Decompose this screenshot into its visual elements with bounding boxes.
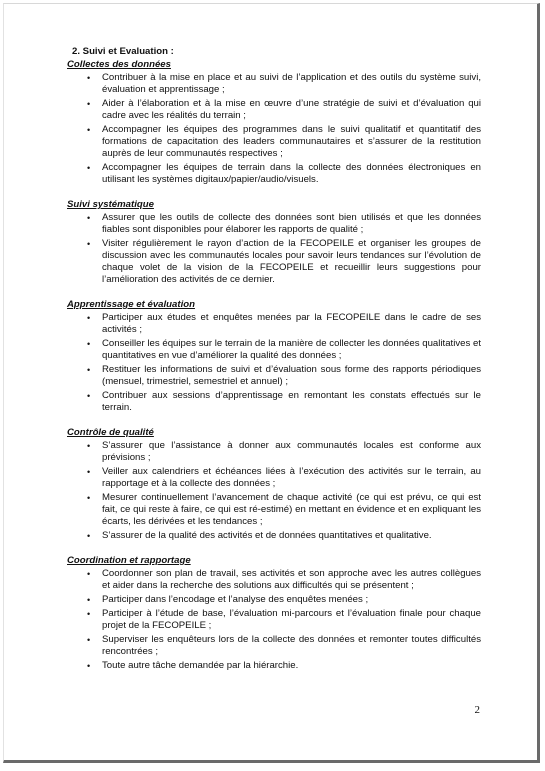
list-item bbox=[67, 492, 481, 528]
section-title: Suivi systématique bbox=[67, 199, 154, 210]
bullet-icon: • bbox=[87, 125, 91, 135]
bullet-icon: • bbox=[87, 609, 91, 619]
list-item bbox=[67, 594, 481, 606]
bullet-icon: • bbox=[87, 531, 91, 541]
bullet-icon: • bbox=[87, 339, 91, 349]
bullet-icon: • bbox=[87, 441, 91, 451]
bullet-icon: • bbox=[87, 213, 91, 223]
section bbox=[67, 299, 481, 414]
bullet-icon: • bbox=[87, 635, 91, 645]
bullet-icon: • bbox=[87, 595, 91, 605]
list-item-text: Participer aux études et enquêtes menées par la FECOPEILE dans le cadre de ses activités ; bbox=[102, 312, 481, 335]
bullet-icon: • bbox=[87, 661, 91, 671]
list-item bbox=[67, 608, 481, 632]
list-item-text: Conseiller les équipes sur le terrain de la manière de collecter les données qualitatives et quantitatives en vue d’améliorer la qualité des données ; bbox=[102, 338, 481, 361]
bullet-list bbox=[67, 440, 481, 542]
bullet-icon: • bbox=[87, 493, 91, 503]
list-item bbox=[67, 238, 481, 286]
list-item-text: Mesurer continuellement l’avancement de chaque activité (ce qui est prévu, ce qui est fait, ce qui reste à faire, ce qui est ré-estimé) en mettant en évidence et en expliquant les écarts, les dérivées et les tendances ; bbox=[102, 492, 481, 527]
list-item bbox=[67, 98, 481, 122]
list-item bbox=[67, 530, 481, 542]
bullet-icon: • bbox=[87, 99, 91, 109]
section-heading: 2. Suivi et Evaluation : bbox=[72, 46, 174, 57]
list-item-text: Participer à l’étude de base, l’évaluation mi-parcours et l’évaluation finale pour chaque projet de la FECOPEILE ; bbox=[102, 608, 481, 631]
sections-container bbox=[67, 59, 481, 672]
list-item-text: Toute autre tâche demandée par la hiérarchie. bbox=[102, 660, 299, 671]
list-item-text: S’assurer que l’assistance à donner aux communautés locales est conforme aux prévisions ; bbox=[102, 440, 481, 463]
list-item-text: Participer dans l’encodage et l’analyse des enquêtes menées ; bbox=[102, 594, 369, 605]
list-item bbox=[67, 312, 481, 336]
list-item-text: Veiller aux calendriers et échéances liées à l’exécution des activités sur le terrain, au rapportage et à la collecte des données ; bbox=[102, 466, 481, 489]
list-item bbox=[67, 212, 481, 236]
section-title: Collectes des données bbox=[67, 59, 171, 70]
section bbox=[67, 59, 481, 186]
list-item bbox=[67, 390, 481, 414]
section bbox=[67, 427, 481, 542]
page-content bbox=[67, 46, 481, 685]
list-item-text: Accompagner les équipes des programmes dans le suivi qualitatif et quantitatif des formations de capacitation des leaders communautaires et s’assurer de la restitution auprès de leur communautés respectives ; bbox=[102, 124, 481, 159]
list-item bbox=[67, 440, 481, 464]
bullet-icon: • bbox=[87, 313, 91, 323]
list-item bbox=[67, 364, 481, 388]
page-number: 2 bbox=[474, 704, 480, 716]
bullet-list bbox=[67, 568, 481, 672]
bullet-icon: • bbox=[87, 467, 91, 477]
section bbox=[67, 199, 481, 286]
list-item-text: Accompagner les équipes de terrain dans la collecte des données électroniques en utilisant les systèmes digitaux/papier/audio/visuels. bbox=[102, 162, 481, 185]
list-item-text: Contribuer aux sessions d’apprentissage en remontant les constats effectués sur le terrain. bbox=[102, 390, 481, 413]
list-item bbox=[67, 466, 481, 490]
list-item bbox=[67, 338, 481, 362]
list-item-text: Aider à l’élaboration et à la mise en œuvre d’une stratégie de suivi et d’évaluation qui cadre avec les réalités du terrain ; bbox=[102, 98, 481, 121]
bullet-list bbox=[67, 212, 481, 286]
document-page bbox=[3, 3, 540, 763]
bullet-icon: • bbox=[87, 239, 91, 249]
list-item bbox=[67, 124, 481, 160]
bullet-icon: • bbox=[87, 391, 91, 401]
bullet-list bbox=[67, 72, 481, 186]
bullet-icon: • bbox=[87, 163, 91, 173]
list-item bbox=[67, 162, 481, 186]
section-title: Apprentissage et évaluation bbox=[67, 299, 195, 310]
list-item-text: Coordonner son plan de travail, ses activités et son approche avec les autres collègues et aider dans la recherche des solutions aux difficultés qui se présentent ; bbox=[102, 568, 481, 591]
list-item-text: Visiter régulièrement le rayon d’action de la FECOPEILE et organiser les groupes de discussion avec les communautés locales pour savoir leurs tendances sur l’évolution de chaque volet de la vision de la FECOPEILE et recueillir leurs suggestions pour l’amélioration des activités de ce dernier. bbox=[102, 238, 481, 285]
section bbox=[67, 555, 481, 672]
list-item-text: Contribuer à la mise en place et au suivi de l’application et des outils du système suivi, évaluation et apprentissage ; bbox=[102, 72, 481, 95]
list-item bbox=[67, 634, 481, 658]
list-item-text: Restituer les informations de suivi et d’évaluation sous forme des rapports périodiques (mensuel, trimestriel, semestriel et annuel) ; bbox=[102, 364, 481, 387]
list-item-text: Superviser les enquêteurs lors de la collecte des données et remonter toutes difficultés rencontrées ; bbox=[102, 634, 481, 657]
list-item bbox=[67, 72, 481, 96]
list-item-text: S’assurer de la qualité des activités et de données quantitatives et qualitative. bbox=[102, 530, 432, 541]
bullet-icon: • bbox=[87, 365, 91, 375]
bullet-icon: • bbox=[87, 73, 91, 83]
list-item bbox=[67, 660, 481, 672]
bullet-icon: • bbox=[87, 569, 91, 579]
list-item-text: Assurer que les outils de collecte des données sont bien utilisés et que les données fiables sont disponibles pour élaborer les rapports de qualité ; bbox=[102, 212, 481, 235]
list-item bbox=[67, 568, 481, 592]
section-title: Contrôle de qualité bbox=[67, 427, 154, 438]
section-title: Coordination et rapportage bbox=[67, 555, 191, 566]
bullet-list bbox=[67, 312, 481, 414]
